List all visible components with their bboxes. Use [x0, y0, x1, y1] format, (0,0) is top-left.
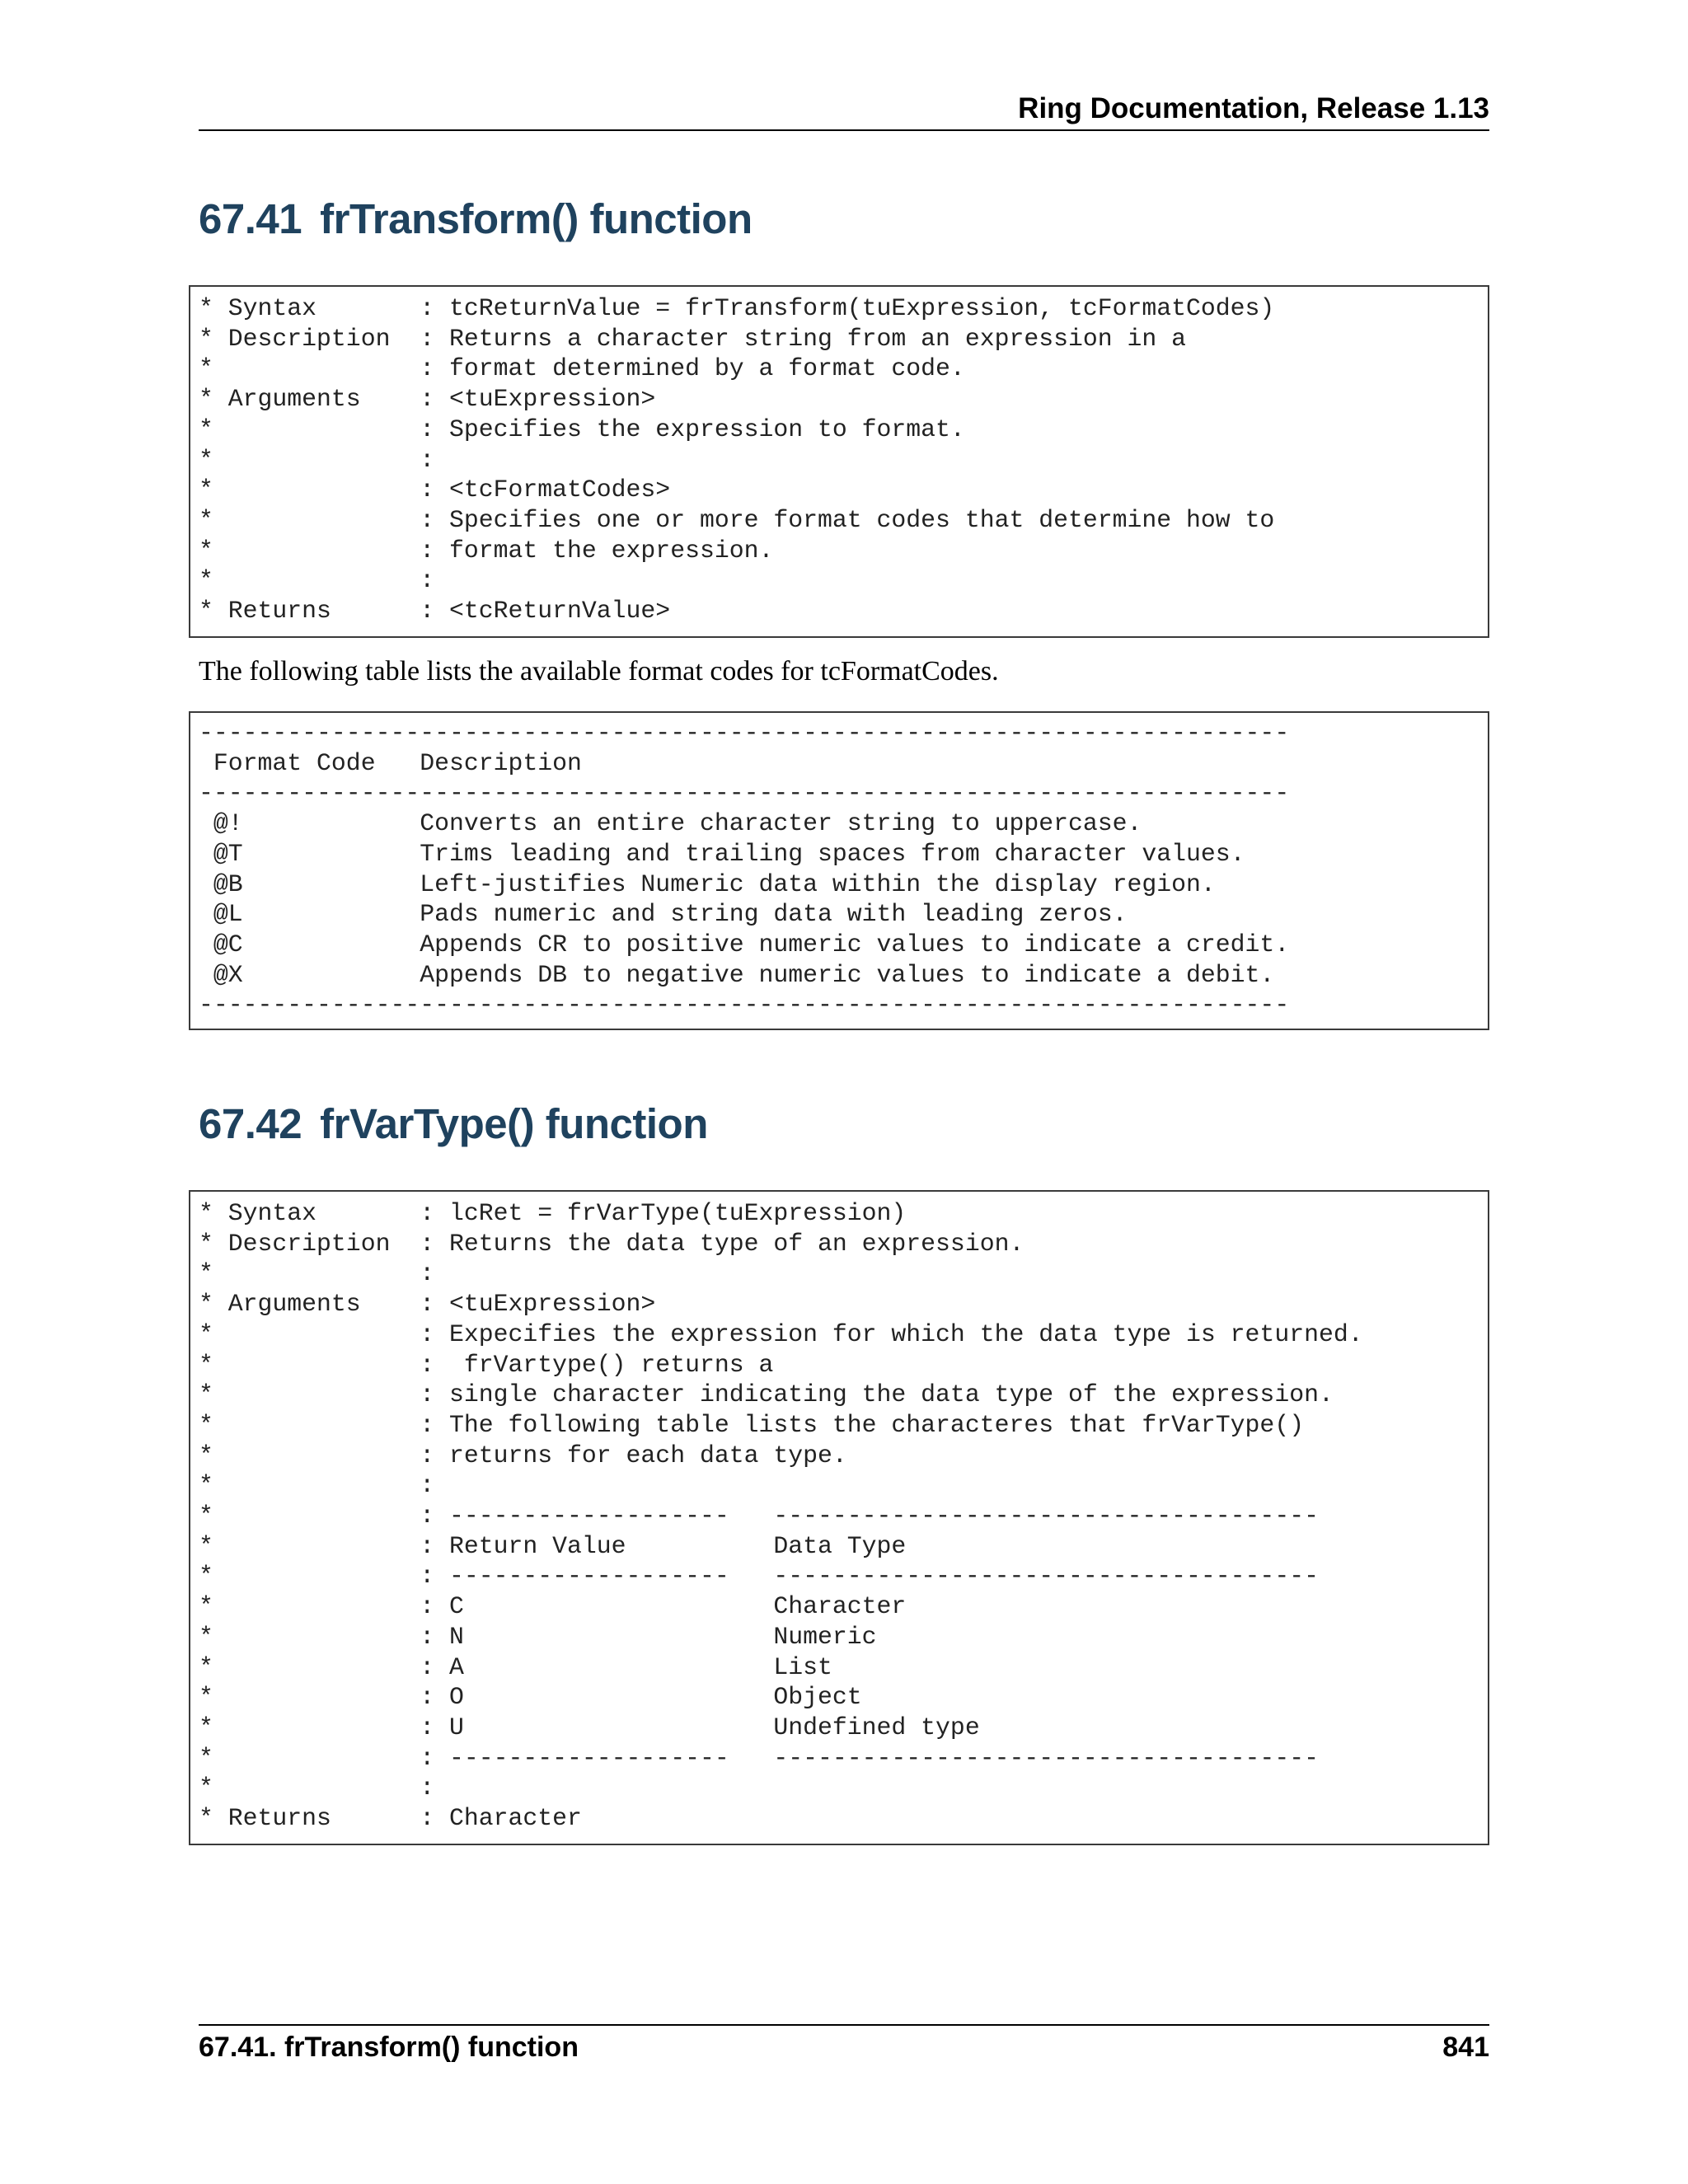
code-text: * Syntax : tcReturnValue = frTransform(tuExpression, tcFormatCodes) * Description : Returns a character string from an expression in a * : format determined by a format code. * Arguments : <tuExpression> * : Specifies the expression to format. * : * : <tcFormatCodes> * : Specifies one or more format codes that determine how to * : format the expression. * : * Returns : <tcReturnValue> [199, 294, 1275, 626]
section-title-text: frTransform() function [320, 195, 753, 242]
section-heading-frtransform [199, 194, 753, 243]
header-rule [199, 129, 1489, 131]
footer-rule [199, 2024, 1489, 2026]
code-text: * Syntax : lcRet = frVarType(tuExpression) * Description : Returns the data type of an expression. * : * Arguments : <tuExpression> * : Expecifies the expression for which the data type is returned. * : frVartype() returns a * : single character indicating the data type of the expression. * : The following table lists the characteres that frVarType() * : returns for each data type. * : * : ------------------- ------------------------------------- * : Return Value Data Type * : ------------------- ------------------------------------- * : C Character * : N Numeric * : A List * : O Object * : U Undefined type * : ------------------- ------------------------------------- * : * Returns : Character [199, 1199, 1363, 1833]
running-header: Ring Documentation, Release 1.13 [1018, 92, 1489, 124]
body-paragraph: The following table lists the available format codes for tcFormatCodes. [199, 656, 999, 687]
section-heading-frvartype [199, 1099, 708, 1148]
section-title-text: frVarType() function [320, 1100, 708, 1147]
code-text: -------------------------------------------------------------------------- Format Code Description -------------------------------------------------------------------------- @! Converts an entire character string to uppercase. @T Trims leading and trailing spaces from character values. @B Left-justifies Numeric data within the display region. @L Pads numeric and string data with leading zeros. @C Appends CR to positive numeric values to indicate a credit. @X Appends DB to negative numeric values to indicate a debit. -------------------------------------------------------------------------- [199, 719, 1290, 1019]
document-page [199, 0, 1489, 2184]
page-number: 841 [1442, 2032, 1489, 2063]
code-block-frvartype-syntax [189, 1190, 1489, 1845]
footer-section-label: 67.41. frTransform() function [199, 2032, 579, 2063]
code-block-format-codes-table [189, 711, 1489, 1030]
section-number: 67.42 [199, 1100, 302, 1147]
section-number: 67.41 [199, 195, 302, 242]
code-block-frtransform-syntax [189, 285, 1489, 638]
